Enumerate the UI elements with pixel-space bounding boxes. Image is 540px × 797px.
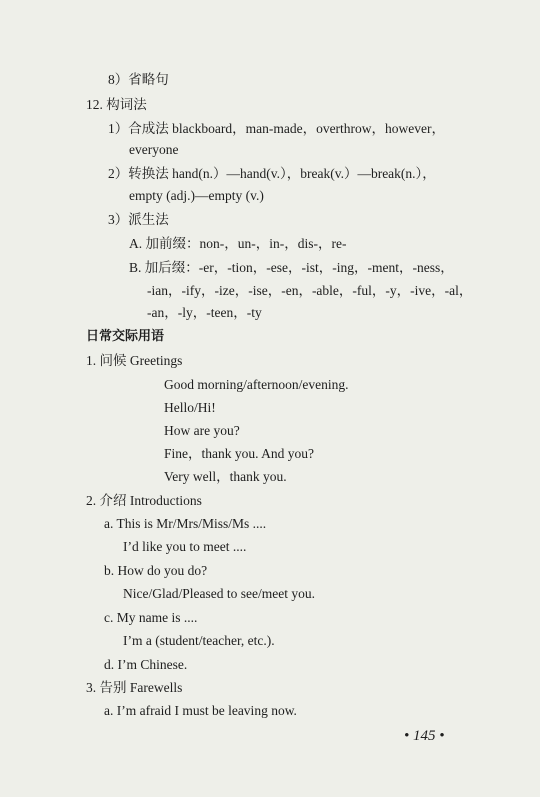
page-number: • 145 • [404, 728, 445, 744]
suffixes-continued-2: -an，-ly，-teen，-ty [147, 305, 262, 320]
suffixes-continued-1: -ian，-ify，-ize，-ise，-en，-able，-ful，-y，-ive，-al， [147, 283, 473, 298]
greeting-phrase: Fine，thank you. And you? [164, 446, 314, 461]
section-12-word-formation: 12. 构词法 [86, 97, 147, 112]
compounding-line: 1）合成法 blackboard，man-made，overthrow，however， [108, 121, 446, 136]
greetings-heading: 1. 问候 Greetings [86, 353, 183, 368]
conversion-line: 2）转换法 hand(n.）—hand(v.），break(v.）—break(n.）， [108, 166, 436, 181]
introduction-phrase: I’d like you to meet .... [123, 539, 247, 554]
daily-expressions-heading: 日常交际用语 [86, 329, 165, 344]
introduction-phrase: Nice/Glad/Pleased to see/meet you. [123, 586, 315, 601]
prefixes-line: A. 加前缀：non-，un-，in-，dis-，re- [129, 236, 347, 251]
introduction-phrase: I’m a (student/teacher, etc.). [123, 633, 275, 648]
derivation-heading: 3）派生法 [108, 212, 169, 227]
introduction-phrase: c. My name is .... [104, 610, 198, 625]
greeting-phrase: Good morning/afternoon/evening. [164, 377, 349, 392]
compounding-continued: everyone [129, 142, 179, 157]
suffixes-line: B. 加后缀：-er，-tion，-ese，-ist，-ing，-ment，-ness， [129, 260, 454, 275]
greeting-phrase: How are you? [164, 423, 240, 438]
farewell-phrase: a. I’m afraid I must be leaving now. [104, 703, 297, 718]
introduction-phrase: a. This is Mr/Mrs/Miss/Ms .... [104, 516, 267, 531]
introductions-heading: 2. 介绍 Introductions [86, 493, 202, 508]
greeting-phrase: Hello/Hi! [164, 400, 216, 415]
item-8-ellipsis: 8）省略句 [108, 72, 169, 87]
conversion-continued: empty (adj.)—empty (v.) [129, 188, 264, 203]
introduction-phrase: d. I’m Chinese. [104, 657, 188, 672]
farewells-heading: 3. 告别 Farewells [86, 680, 183, 695]
greeting-phrase: Very well，thank you. [164, 469, 287, 484]
introduction-phrase: b. How do you do? [104, 563, 208, 578]
